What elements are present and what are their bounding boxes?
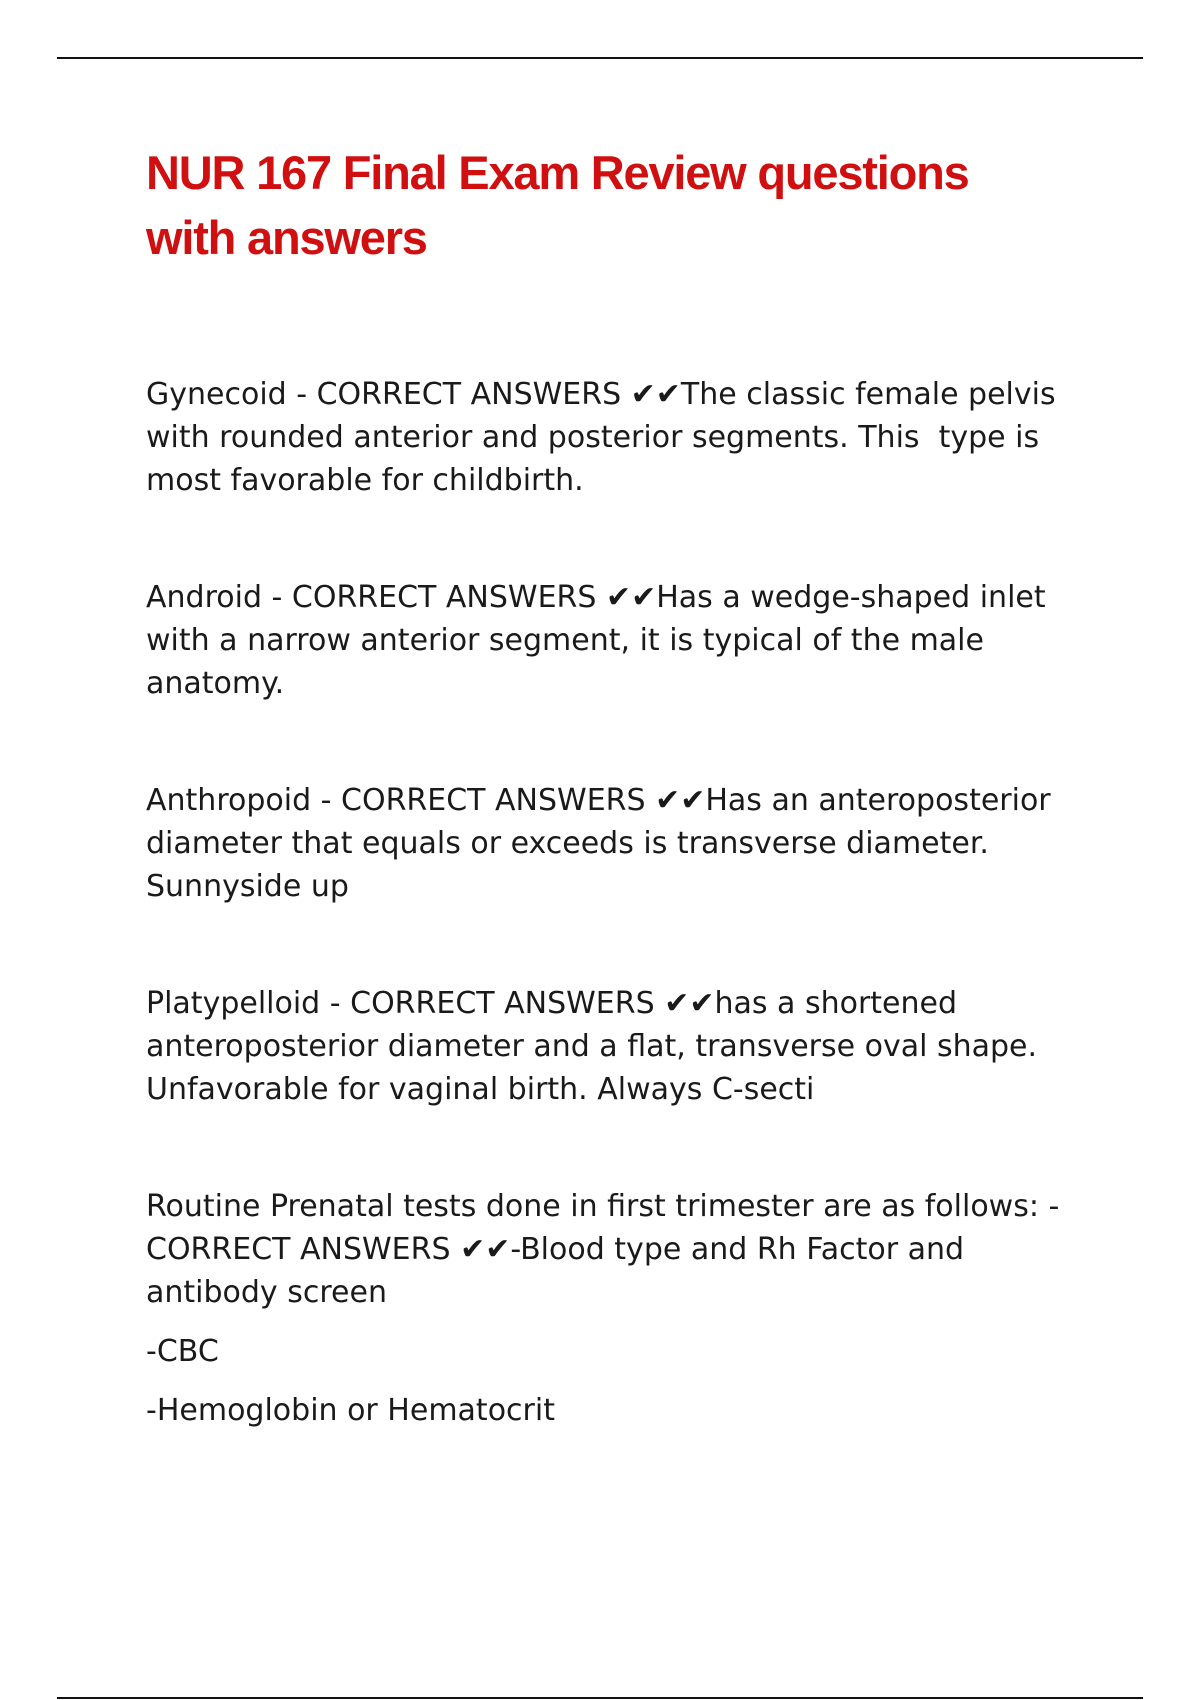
entry-text: Platypelloid - CORRECT ANSWERS ✔✔has a shortened anteroposterior diameter and a flat, transverse oval shape. Unfavorable for vaginal birth. Always C-secti	[146, 986, 1047, 1107]
entry-gynecoid	[146, 373, 1096, 502]
document-body	[146, 140, 1096, 1506]
entry-list	[146, 373, 1096, 1432]
entry-text: Routine Prenatal tests done in first trimester are as follows: - CORRECT ANSWERS ✔✔-Blood type and Rh Factor and antibody screen	[146, 1189, 1069, 1310]
document-title: NUR 167 Final Exam Review questions with answers	[146, 146, 969, 264]
entry-android	[146, 576, 1096, 705]
entry-list-item-hemoglobin: -Hemoglobin or Hematocrit	[146, 1393, 555, 1428]
entry-list-item-cbc: -CBC	[146, 1334, 219, 1369]
entry-text: Android - CORRECT ANSWERS ✔✔Has a wedge-shaped inlet with a narrow anterior segment, it is typical of the male anatomy.	[146, 580, 1056, 701]
bottom-rule	[57, 1697, 1143, 1699]
entry-text: Gynecoid - CORRECT ANSWERS ✔✔The classic female pelvis with rounded anterior and posterior segments. This type is most favorable for childbirth.	[146, 377, 1066, 498]
entry-prenatal-tests	[146, 1185, 1096, 1432]
entry-text: Anthropoid - CORRECT ANSWERS ✔✔Has an anteroposterior diameter that equals or exceeds is transverse diameter. Sunnyside up	[146, 783, 1061, 904]
entry-platypelloid	[146, 982, 1096, 1111]
entry-anthropoid	[146, 779, 1096, 908]
top-rule	[57, 57, 1143, 59]
